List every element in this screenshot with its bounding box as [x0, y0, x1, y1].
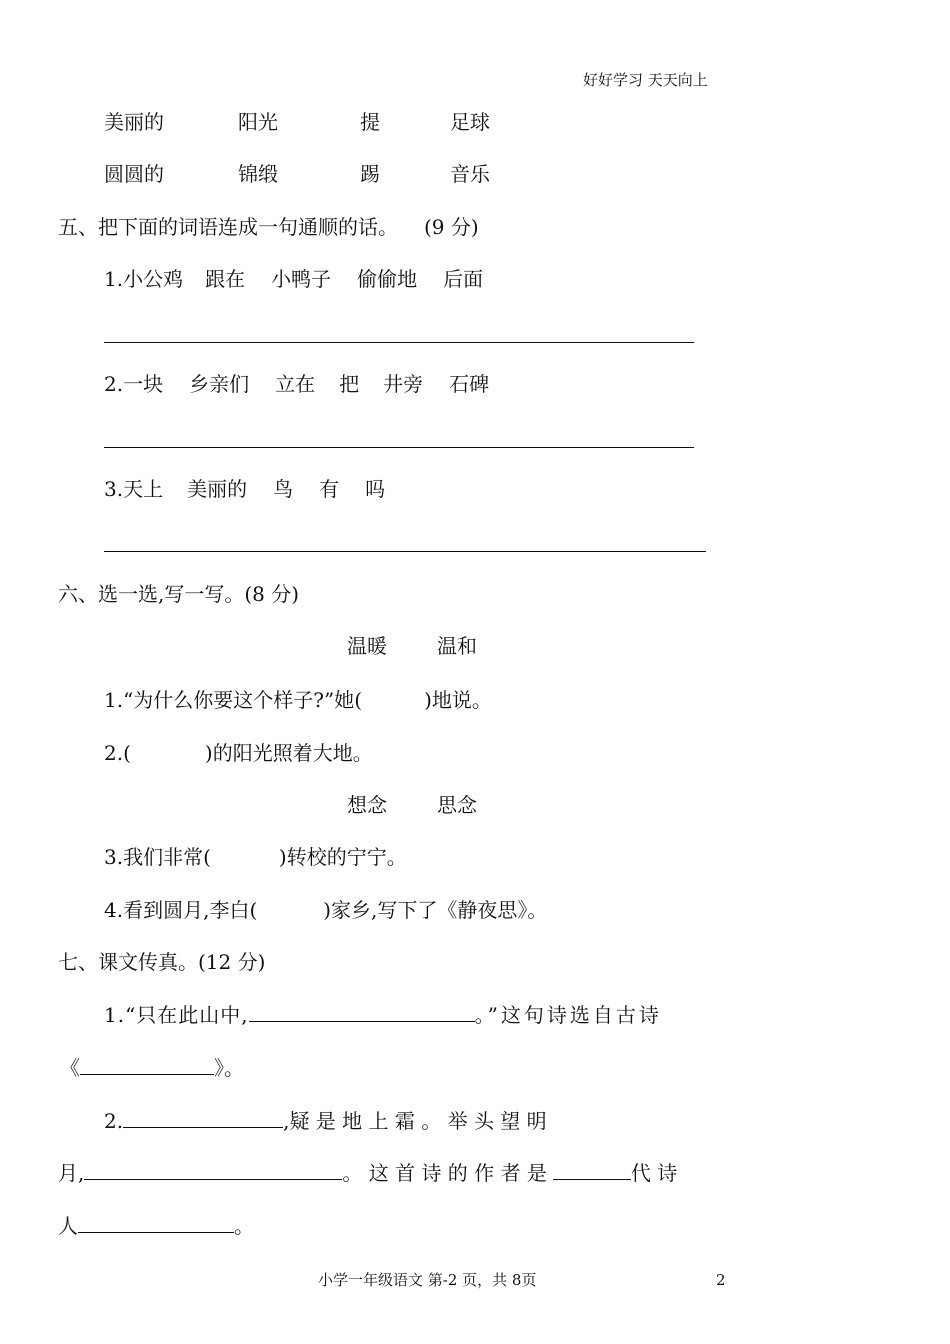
- footer-text: 小学一年级语文 第-2 页，共 8页: [318, 1271, 537, 1289]
- word: 偷偷地: [357, 267, 418, 291]
- question-text: 代 诗: [630, 1161, 678, 1185]
- word: 一块: [123, 372, 164, 396]
- question-text: 人: [58, 1214, 78, 1238]
- match-word: 提: [360, 110, 380, 134]
- word: 有: [319, 477, 340, 501]
- word-choice: 温和: [437, 634, 477, 658]
- question-text: )家乡,写下了《静夜思》。: [323, 898, 548, 922]
- fill-blank[interactable]: [249, 1003, 475, 1022]
- question-text: )的阳光照着大地。: [204, 741, 373, 765]
- word: 天上: [123, 477, 164, 501]
- section6-title: 六、选一选,写一写。(8 分): [58, 582, 300, 606]
- question-text: 月,: [58, 1161, 85, 1185]
- word: 乡亲们: [189, 372, 250, 396]
- answer-line[interactable]: [104, 551, 706, 552]
- section6-q4: [104, 896, 547, 924]
- match-word: 圆圆的: [104, 162, 164, 186]
- question-text: 2.: [104, 1109, 124, 1133]
- word-choice: 思念: [437, 793, 477, 817]
- section5-title-text: 五、把下面的词语连成一句通顺的话。: [58, 215, 398, 239]
- answer-line[interactable]: [104, 447, 694, 448]
- question-text: 3.我们非常(: [104, 845, 211, 869]
- question-text: )转校的宁宁。: [278, 845, 407, 869]
- match-word: 阳光: [238, 110, 278, 134]
- section7-title: 七、课文传真。(12 分): [58, 950, 266, 974]
- answer-line[interactable]: [104, 342, 694, 343]
- match-word: 踢: [360, 162, 380, 186]
- question-text: 。 这 首 诗 的 作 者 是: [342, 1161, 547, 1185]
- word: 小鸭子: [271, 267, 332, 291]
- section7-q1-line2: [60, 1054, 244, 1082]
- item-number: 2.: [104, 372, 124, 396]
- word: 吗: [365, 477, 386, 501]
- section5-item-3: [104, 475, 385, 503]
- section6-q1: [104, 686, 492, 714]
- fill-blank[interactable]: [123, 1109, 283, 1128]
- section5-score: (9 分): [424, 215, 479, 239]
- fill-blank[interactable]: [84, 1161, 342, 1180]
- question-text: )地说。: [424, 688, 492, 712]
- match-word: 锦缎: [238, 162, 278, 186]
- word: 跟在: [205, 267, 246, 291]
- word: 后面: [443, 267, 484, 291]
- question-text: 》。: [214, 1056, 244, 1080]
- word: 美丽的: [187, 477, 248, 501]
- item-number: 1.: [104, 267, 124, 291]
- word: 把: [339, 372, 360, 396]
- word: 鸟: [273, 477, 294, 501]
- match-word: 美丽的: [104, 110, 164, 134]
- fill-blank[interactable]: [78, 1214, 234, 1233]
- match-word: 足球: [450, 110, 490, 134]
- section5-item-1: [104, 265, 483, 293]
- section7-q2-line2: [58, 1159, 677, 1187]
- section5-item-2: [104, 370, 489, 398]
- question-text: 4.看到圆月,李白(: [104, 898, 258, 922]
- match-word: 音乐: [450, 162, 490, 186]
- word: 小公鸡: [123, 267, 184, 291]
- fill-blank[interactable]: [80, 1056, 214, 1075]
- word: 石碑: [449, 372, 490, 396]
- question-text: 2.(: [104, 741, 131, 765]
- page-number: 2: [716, 1271, 726, 1289]
- question-text: 《: [60, 1056, 80, 1080]
- word: 立在: [275, 372, 316, 396]
- section5-title: [58, 213, 479, 241]
- word: 井旁: [383, 372, 424, 396]
- section6-q2: [104, 739, 373, 767]
- section7-q1-line1: [104, 1001, 662, 1029]
- word-choice: 温暖: [347, 634, 387, 658]
- question-text: 1.“只在此山中,: [104, 1003, 249, 1027]
- question-text: 。: [234, 1214, 254, 1238]
- question-text: ,疑 是 地 上 霜 。 举 头 望 明: [283, 1109, 547, 1133]
- section7-q2-line1: [104, 1107, 547, 1135]
- item-number: 3.: [104, 477, 124, 501]
- section6-q3: [104, 843, 407, 871]
- section7-q2-line3: [58, 1212, 254, 1240]
- header-motto: 好好学习 天天向上: [583, 71, 708, 89]
- fill-blank[interactable]: [553, 1161, 631, 1180]
- question-text: 。”这句诗选自古诗: [474, 1003, 662, 1027]
- word-choice: 想念: [347, 793, 387, 817]
- question-text: 1.“为什么你要这个样子?”她(: [104, 688, 363, 712]
